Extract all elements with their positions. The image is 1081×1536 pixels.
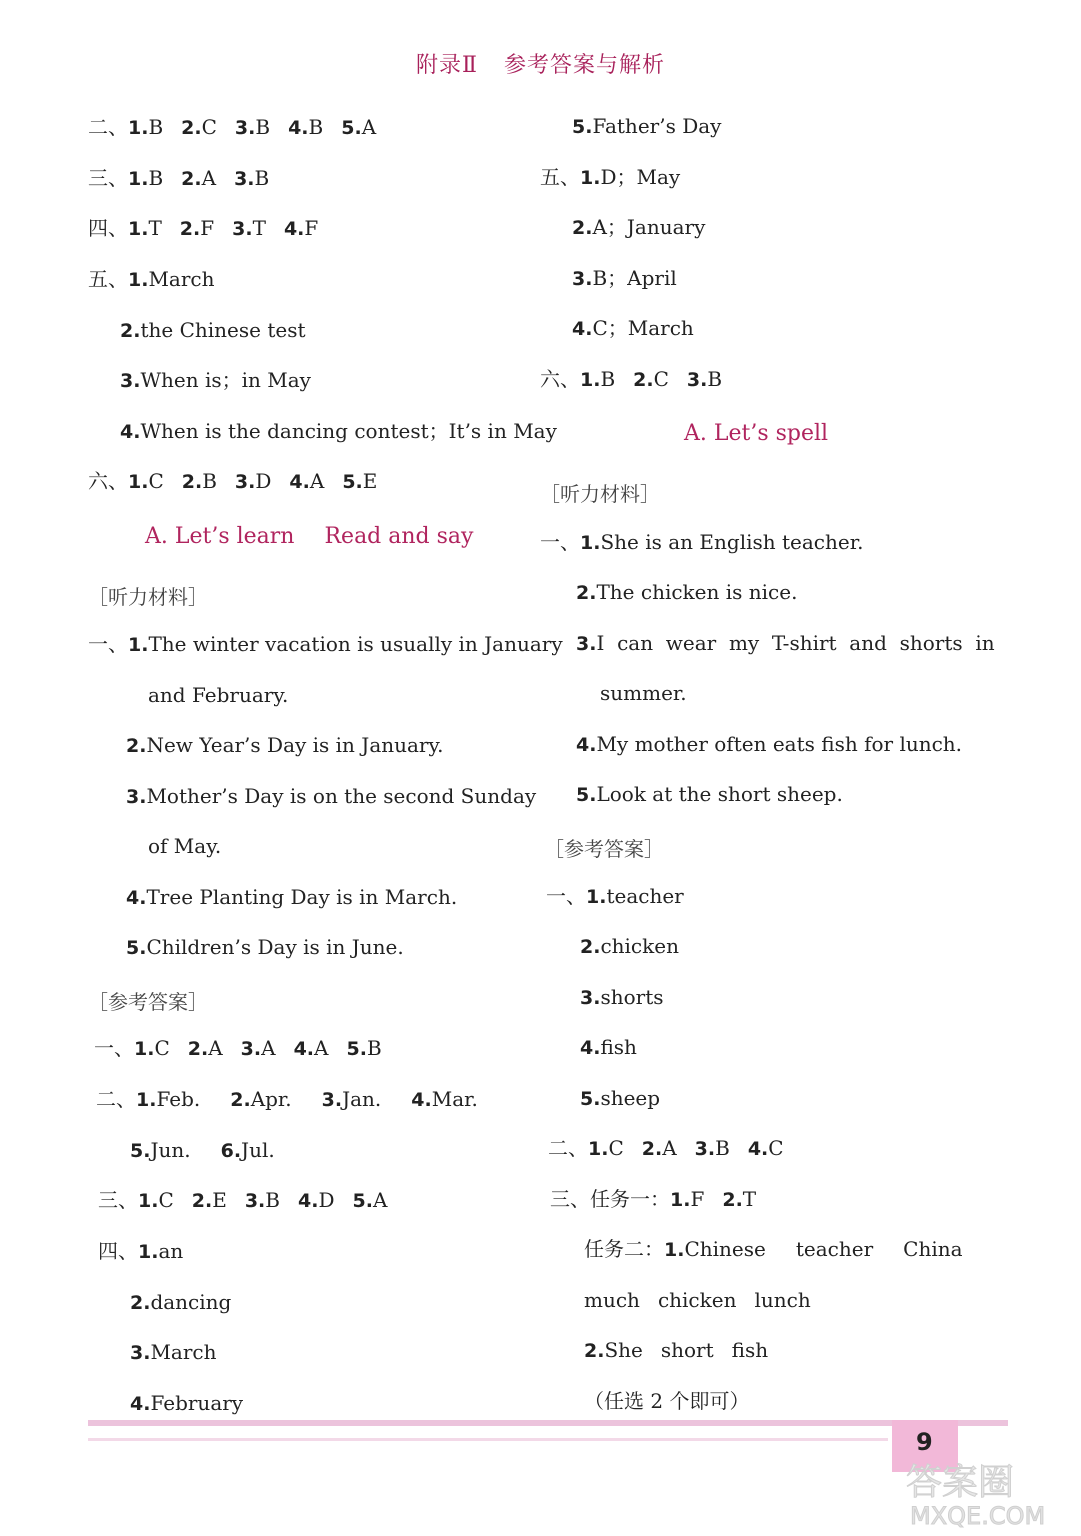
footer-bar-light: [88, 1438, 888, 1441]
r-listen-3b: summer.: [600, 681, 687, 705]
r-ans-er: 二、1.C 2.A 3.B 4.C: [548, 1136, 784, 1160]
appendix-label: 附录Ⅱ: [416, 53, 478, 78]
answer-er-row1: 二、1.Feb. 2.Apr. 3.Jan. 4.Mar.: [96, 1087, 478, 1111]
watermark-logo: [900, 1448, 1070, 1530]
listen-row-4: 4.Tree Planting Day is in March.: [126, 885, 458, 909]
answer-row-wu-4: 4.When is the dancing contest；It’s in May: [120, 419, 557, 443]
footer-bar: [88, 1420, 1008, 1426]
answer-row-wu-1: 五、1.March: [88, 267, 215, 291]
answer-row-wu-3: 3.When is；in May: [120, 368, 311, 392]
answer-row-liu: 六、1.C 2.B 3.D 4.A 5.E: [88, 469, 378, 493]
answer-er-row2: 5.Jun. 6.Jul.: [130, 1138, 275, 1162]
r-ans-san-task1: 三、任务一：1.F 2.T: [550, 1187, 757, 1211]
svg-text:答案圈: 答案圈: [906, 1462, 1015, 1503]
r-ans-san-task2-2: much chicken lunch: [584, 1288, 811, 1312]
r-ans-yi-1: 一、1.teacher: [546, 884, 684, 908]
r-listen-5: 5.Look at the short sheep.: [576, 782, 843, 806]
r-ans-yi-4: 4.fish: [580, 1035, 637, 1059]
r-wu-1: 五、1.D；May: [540, 165, 681, 189]
r-ans-san-task2-1: 任务二：1.Chinese teacher China: [584, 1237, 963, 1261]
listen-row-1b: and February.: [148, 683, 289, 707]
answer-row-si: 四、1.T 2.F 3.T 4.F: [88, 216, 319, 240]
tag-listening: ［听力材料］: [88, 585, 208, 609]
answer-yi: 一、1.C 2.A 3.A 4.A 5.B: [94, 1036, 382, 1060]
answer-si-1: 四、1.an: [98, 1239, 184, 1263]
r-wu-4: 4.C；March: [572, 316, 694, 340]
answer-san: 三、1.C 2.E 3.B 4.D 5.A: [98, 1188, 388, 1212]
section-heading-lets-spell: A. Let’s spell: [684, 421, 829, 446]
page-number: 9: [916, 1428, 933, 1456]
listen-row-3: 3.Mother’s Day is on the second Sunday: [126, 784, 537, 808]
r-wu-3: 3.B；April: [572, 266, 677, 290]
r-tag-answers: ［参考答案］: [544, 837, 664, 861]
r-listen-4: 4.My mother often eats fish for lunch.: [576, 732, 963, 756]
tag-answers: ［参考答案］: [88, 990, 208, 1014]
listen-row-1: 一、1.The winter vacation is usually in January: [88, 632, 563, 656]
answer-si-4: 4.February: [130, 1391, 244, 1415]
answer-row-er: 二、1.B 2.C 3.B 4.B 5.A: [88, 115, 377, 139]
r-listen-1: 一、1.She is an English teacher.: [540, 530, 864, 554]
r-tag-listening: ［听力材料］: [540, 482, 660, 506]
header-title: 参考答案与解析: [503, 53, 665, 78]
listen-row-2: 2.New Year’s Day is in January.: [126, 733, 444, 757]
r-liu: 六、1.B 2.C 3.B: [540, 367, 723, 391]
answer-row-san: 三、1.B 2.A 3.B: [88, 166, 270, 190]
answer-si-3: 3.March: [130, 1340, 217, 1364]
page-header: [0, 48, 1081, 79]
r-ans-yi-3: 3.shorts: [580, 985, 664, 1009]
r-wu-2: 2.A；January: [572, 215, 706, 239]
r-listen-3: 3.I can wear my T-shirt and shorts in: [576, 631, 995, 655]
listen-row-5: 5.Children’s Day is in June.: [126, 935, 404, 959]
r-answer-5: 5.Father’s Day: [572, 114, 722, 138]
answer-si-2: 2.dancing: [130, 1290, 232, 1314]
r-ans-note: （任选 2 个即可）: [584, 1389, 750, 1413]
r-ans-yi-5: 5.sheep: [580, 1086, 661, 1110]
r-ans-san-task2-3: 2.She short fish: [584, 1338, 769, 1362]
listen-row-3b: of May.: [148, 834, 222, 858]
r-listen-2: 2.The chicken is nice.: [576, 580, 798, 604]
watermark-text: MXQE.COM: [910, 1502, 1046, 1530]
section-heading-lets-learn: A. Let’s learn Read and say: [145, 524, 474, 549]
r-ans-yi-2: 2.chicken: [580, 934, 679, 958]
answer-row-wu-2: 2.the Chinese test: [120, 318, 306, 342]
